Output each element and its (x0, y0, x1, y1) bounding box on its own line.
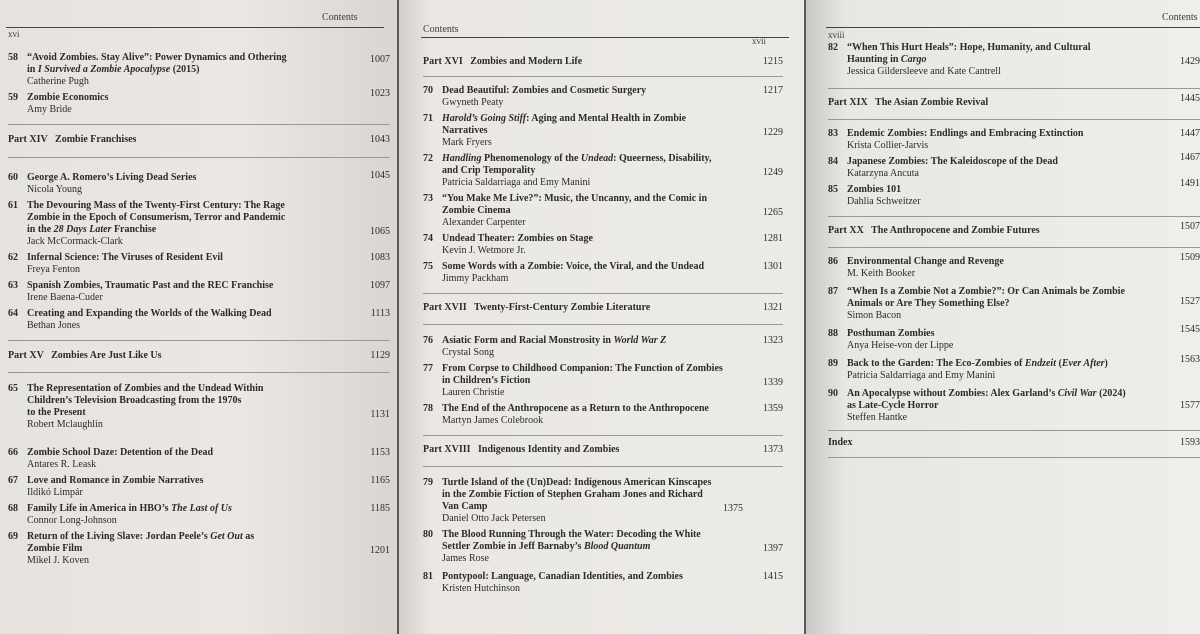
chapter-number: 73 (423, 193, 433, 204)
running-head: Contents (322, 12, 358, 23)
running-head: Contents (423, 24, 459, 35)
page-number: 1023 (370, 88, 390, 99)
page-number: 1509 (1180, 252, 1200, 263)
toc-entry[interactable] (8, 531, 390, 571)
page-number: 1491 (1180, 178, 1200, 189)
chapter-number: 69 (8, 531, 18, 542)
page-number: 1507 (1180, 221, 1200, 232)
page-number: 1249 (763, 167, 783, 178)
chapter-number: 59 (8, 92, 18, 103)
chapter-number: 65 (8, 383, 18, 394)
divider (8, 340, 390, 341)
page-number: 1043 (370, 134, 390, 145)
chapter-author: Lauren Christie (442, 387, 505, 398)
chapter-author: Freya Fenton (27, 264, 81, 275)
header-rule (826, 27, 1200, 28)
chapter-title: The Representation of Zombies and the Undead Within Children’s Television Broadcasting from the 1970s to the Present (27, 383, 264, 418)
header-rule (6, 27, 384, 28)
part-heading[interactable]: Part XVIII Indigenous Identity and Zombies 1373 (423, 444, 783, 455)
chapter-number: 67 (8, 475, 18, 486)
page-number: 1445 (1180, 93, 1200, 104)
divider (423, 466, 783, 467)
chapter-title: Endemic Zombies: Endlings and Embracing Extinction (847, 128, 1084, 139)
toc-entry[interactable] (828, 128, 1200, 156)
chapter-number: 72 (423, 153, 433, 164)
toc-entry[interactable] (828, 252, 1200, 286)
chapter-number: 75 (423, 261, 433, 272)
toc-entry[interactable] (423, 261, 783, 291)
chapter-number: 88 (828, 328, 838, 339)
page-number: 1323 (763, 335, 783, 346)
chapter-title: Posthuman Zombies (847, 328, 935, 339)
chapter-author: Jack McCormack-Clark (27, 236, 123, 247)
divider (8, 124, 390, 125)
divider (8, 157, 390, 158)
page-number: 1339 (763, 377, 783, 388)
page-number: 1415 (763, 571, 783, 582)
chapter-number: 58 (8, 52, 18, 63)
chapter-author: Irene Baena-Cuder (27, 292, 103, 303)
page-number: 1301 (763, 261, 783, 272)
toc-entry[interactable] (8, 172, 390, 200)
chapter-author: Robert Mclaughlin (27, 419, 103, 430)
chapter-title: From Corpse to Childhood Companion: The Function of Zombies in Children’s Fiction (442, 363, 723, 386)
chapter-title: Back to the Garden: The Eco-Zombies of Endzeit (Ever After) (847, 358, 1108, 369)
chapter-title: “Avoid Zombies. Stay Alive”: Power Dynamics and Othering in I Survived a Zombie Apocalypse (2015) (27, 52, 287, 75)
chapter-author: Alexander Carpenter (442, 217, 526, 228)
chapter-number: 87 (828, 286, 838, 297)
chapter-author: Jimmy Packham (442, 273, 509, 284)
chapter-author: Antares R. Leask (27, 459, 97, 470)
chapter-number: 60 (8, 172, 18, 183)
page-number: 1397 (763, 543, 783, 554)
chapter-author: Gwyneth Peaty (442, 97, 504, 108)
chapter-author: Mikel J. Koven (27, 555, 89, 566)
toc-entry[interactable] (828, 354, 1200, 388)
chapter-number: 84 (828, 156, 838, 167)
page-number: 1065 (370, 226, 390, 237)
chapter-title: Love and Romance in Zombie Narratives (27, 475, 204, 486)
chapter-title: Harold’s Going Stiff: Aging and Mental Health in Zombie Narratives (442, 113, 687, 136)
page-number: 1545 (1180, 324, 1200, 335)
part-heading[interactable]: Part XIV Zombie Franchises 1043 (8, 134, 390, 145)
chapter-author: Crystal Song (442, 347, 494, 358)
divider (423, 76, 783, 77)
toc-entry[interactable] (423, 477, 783, 529)
page-number: 1007 (370, 54, 390, 65)
chapter-title: Creating and Expanding the Worlds of the Walking Dead (27, 308, 272, 319)
toc-entry[interactable] (828, 42, 1200, 84)
chapter-author: Steffen Hantke (847, 412, 908, 423)
chapter-author: Katarzyna Ancuta (847, 168, 919, 179)
chapter-title: Dead Beautiful: Zombies and Cosmetic Surgery (442, 85, 647, 96)
page-number: 1527 (1180, 296, 1200, 307)
divider (828, 119, 1200, 120)
chapter-title: The Blood Running Through the Water: Decoding the White Settler Zombie in Jeff Barnaby’s Blood Quantum (442, 529, 701, 552)
page-number: 1185 (370, 503, 390, 514)
part-heading[interactable]: Part XVII Twenty-First-Century Zombie Literature 1321 (423, 302, 783, 313)
chapter-title: Return of the Living Slave: Jordan Peele’s Get Out as Zombie Film (27, 531, 255, 554)
chapter-title: Undead Theater: Zombies on Stage (442, 233, 593, 244)
page-number: 1373 (763, 444, 783, 455)
chapter-title: “You Make Me Live?”: Music, the Uncanny, and the Comic in Zombie Cinema (442, 193, 707, 216)
chapter-number: 70 (423, 85, 433, 96)
toc-entry[interactable] (423, 571, 783, 599)
toc-entry[interactable] (828, 388, 1200, 430)
page-number: 1265 (763, 207, 783, 218)
chapter-title: Turtle Island of the (Un)Dead: Indigenous American Kinscapes in the Zombie Fiction of Stephen Graham Jones and Richard Van Camp (442, 477, 712, 512)
page-number: 1217 (763, 85, 783, 96)
chapter-author: Dahlia Schweitzer (847, 196, 921, 207)
chapter-title: Pontypool: Language, Canadian Identities, and Zombies (442, 571, 683, 582)
right-page (806, 0, 1200, 634)
toc-entry[interactable] (423, 113, 783, 153)
toc-entry[interactable] (8, 88, 390, 122)
divider (828, 88, 1200, 89)
folio: xviii (828, 30, 845, 40)
divider (423, 324, 783, 325)
toc-entries (423, 56, 783, 599)
chapter-number: 77 (423, 363, 433, 374)
divider (828, 430, 1200, 431)
page-number: 1281 (763, 233, 783, 244)
toc-entry[interactable] (8, 252, 390, 280)
chapter-author: Bethan Jones (27, 320, 81, 331)
toc-entry[interactable] (8, 280, 390, 308)
chapter-title: Environmental Change and Revenge (847, 256, 1004, 267)
toc-entry[interactable] (8, 200, 390, 252)
page-number: 1215 (763, 56, 783, 67)
chapter-title: “When This Hurt Heals”: Hope, Humanity, and Cultural Haunting in Cargo (847, 42, 1091, 65)
chapter-author: Patricia Saldarriaga and Emy Manini (847, 370, 996, 381)
toc-entry[interactable] (8, 383, 390, 447)
folio: xvii (752, 36, 767, 46)
part-heading[interactable]: Part XV Zombies Are Just Like Us 1129 (8, 350, 390, 361)
chapter-title: Infernal Science: The Viruses of Resident Evil (27, 252, 223, 263)
page-number: 1577 (1180, 400, 1200, 411)
header-rule (421, 37, 789, 38)
chapter-author: Anya Heise-von der Lippe (847, 340, 954, 351)
left-page (0, 0, 397, 634)
chapter-author: Catherine Pugh (27, 76, 89, 87)
toc-entry[interactable] (8, 503, 390, 531)
middle-page (399, 0, 804, 634)
page-number: 1467 (1180, 152, 1200, 163)
page-number: 1429 (1180, 56, 1200, 67)
chapter-number: 89 (828, 358, 838, 369)
chapter-title: Asiatic Form and Racial Monstrosity in World War Z (442, 335, 667, 346)
chapter-number: 74 (423, 233, 433, 244)
chapter-title: George A. Romero’s Living Dead Series (27, 172, 197, 183)
chapter-author: Kristen Hutchinson (442, 583, 521, 594)
toc-entry[interactable] (828, 178, 1200, 214)
page-number: 1129 (370, 350, 390, 361)
chapter-author: Connor Long-Johnson (27, 515, 117, 526)
page-number: 1083 (370, 252, 390, 263)
toc-entries (8, 52, 390, 571)
chapter-number: 83 (828, 128, 838, 139)
chapter-title: Some Words with a Zombie: Voice, the Viral, and the Undead (442, 261, 705, 272)
part-heading[interactable]: Part XIX The Asian Zombie Revival 1445 (828, 93, 1200, 108)
chapter-title: Zombie Economics (27, 92, 109, 103)
toc-entry[interactable] (423, 233, 783, 261)
toc-entry[interactable] (423, 193, 783, 233)
toc-entry[interactable] (423, 363, 783, 403)
page-number: 1229 (763, 127, 783, 138)
toc-entry[interactable] (8, 447, 390, 475)
chapter-number: 81 (423, 571, 433, 582)
chapter-title: Handling Phenomenology of the Undead: Queerness, Disability, and Crip Temporality (442, 153, 712, 176)
divider (828, 247, 1200, 248)
chapter-author: Kevin J. Wetmore Jr. (442, 245, 526, 256)
chapter-title: The End of the Anthropocene as a Return to the Anthropocene (442, 403, 709, 414)
divider (828, 216, 1200, 217)
chapter-number: 66 (8, 447, 18, 458)
chapter-author: James Rose (442, 553, 489, 564)
chapter-author: Daniel Otto Jack Petersen (442, 513, 546, 524)
chapter-author: Nicola Young (27, 184, 83, 195)
toc-entry[interactable] (828, 152, 1200, 184)
page-number: 1375 (723, 503, 743, 514)
page-number: 1153 (370, 447, 390, 458)
chapter-title: The Devouring Mass of the Twenty-First Century: The Rage Zombie in the Epoch of Consumerism, Terror and Pandemic in the 28 Days Later Franchise (27, 200, 286, 235)
chapter-author: Mark Fryers (442, 137, 492, 148)
page-number: 1563 (1180, 354, 1200, 365)
running-head: Contents (1162, 12, 1198, 23)
toc-entry[interactable] (423, 153, 783, 193)
chapter-author: Jessica Gildersleeve and Kate Cantrell (847, 66, 1001, 77)
toc-entry[interactable] (423, 335, 783, 363)
chapter-title: Family Life in America in HBO’s The Last of Us (27, 503, 232, 514)
toc-entries (828, 42, 1200, 458)
chapter-number: 78 (423, 403, 433, 414)
chapter-author: Simon Bacon (847, 310, 902, 321)
chapter-title: “When Is a Zombie Not a Zombie?”: Or Can Animals be Zombie Animals or Are They Something Else? (847, 286, 1125, 309)
chapter-number: 80 (423, 529, 433, 540)
chapter-author: Patricia Saldarriaga and Emy Manini (442, 177, 591, 188)
part-heading[interactable]: Part XX The Anthropocene and Zombie Futures 1507 (828, 221, 1200, 236)
chapter-title: Japanese Zombies: The Kaleidoscope of the Dead (847, 156, 1058, 167)
chapter-number: 68 (8, 503, 18, 514)
toc-entry[interactable] (828, 324, 1200, 358)
chapter-author: M. Keith Booker (847, 268, 916, 279)
chapter-number: 62 (8, 252, 18, 263)
chapter-title: Zombies 101 (847, 184, 902, 195)
chapter-number: 85 (828, 184, 838, 195)
page-number: 1113 (370, 308, 390, 319)
chapter-author: Krista Collier-Jarvis (847, 140, 929, 151)
page-number: 1447 (1180, 128, 1200, 139)
page-number: 1045 (370, 170, 390, 181)
toc-entry[interactable] (8, 475, 390, 503)
chapter-author: Amy Bride (27, 104, 72, 115)
divider (423, 293, 783, 294)
divider (423, 435, 783, 436)
page-number: 1593 (1180, 437, 1200, 448)
chapter-number: 61 (8, 200, 18, 211)
toc-entry[interactable] (423, 403, 783, 433)
page-number: 1321 (763, 302, 783, 313)
toc-entry[interactable] (8, 308, 390, 336)
index-heading[interactable]: Index 1593 (828, 437, 1200, 448)
chapter-number: 63 (8, 280, 18, 291)
toc-entry[interactable] (828, 286, 1200, 328)
chapter-number: 79 (423, 477, 433, 488)
page-number: 1359 (763, 403, 783, 414)
chapter-title: Zombie School Daze: Detention of the Dead (27, 447, 214, 458)
chapter-author: Martyn James Colebrook (442, 415, 544, 426)
chapter-title: Spanish Zombies, Traumatic Past and the REC Franchise (27, 280, 274, 291)
chapter-number: 76 (423, 335, 433, 346)
divider (8, 372, 390, 373)
folio: xvi (8, 29, 20, 39)
part-heading[interactable]: Part XVI Zombies and Modern Life 1215 (423, 56, 783, 67)
chapter-title: An Apocalypse without Zombies: Alex Garland’s Civil War (2024) as Late-Cycle Horror (847, 388, 1126, 411)
divider (828, 457, 1200, 458)
chapter-number: 71 (423, 113, 433, 124)
toc-entry[interactable] (423, 85, 783, 113)
toc-entry[interactable] (8, 52, 390, 92)
toc-entry[interactable] (423, 529, 783, 571)
page-number: 1097 (370, 280, 390, 291)
chapter-number: 82 (828, 42, 838, 53)
page-number: 1165 (370, 475, 390, 486)
page-number: 1201 (370, 545, 390, 556)
chapter-author: Ildikó Limpár (27, 487, 83, 498)
chapter-number: 86 (828, 256, 838, 267)
page-number: 1131 (370, 409, 390, 420)
chapter-number: 64 (8, 308, 18, 319)
chapter-number: 90 (828, 388, 838, 399)
